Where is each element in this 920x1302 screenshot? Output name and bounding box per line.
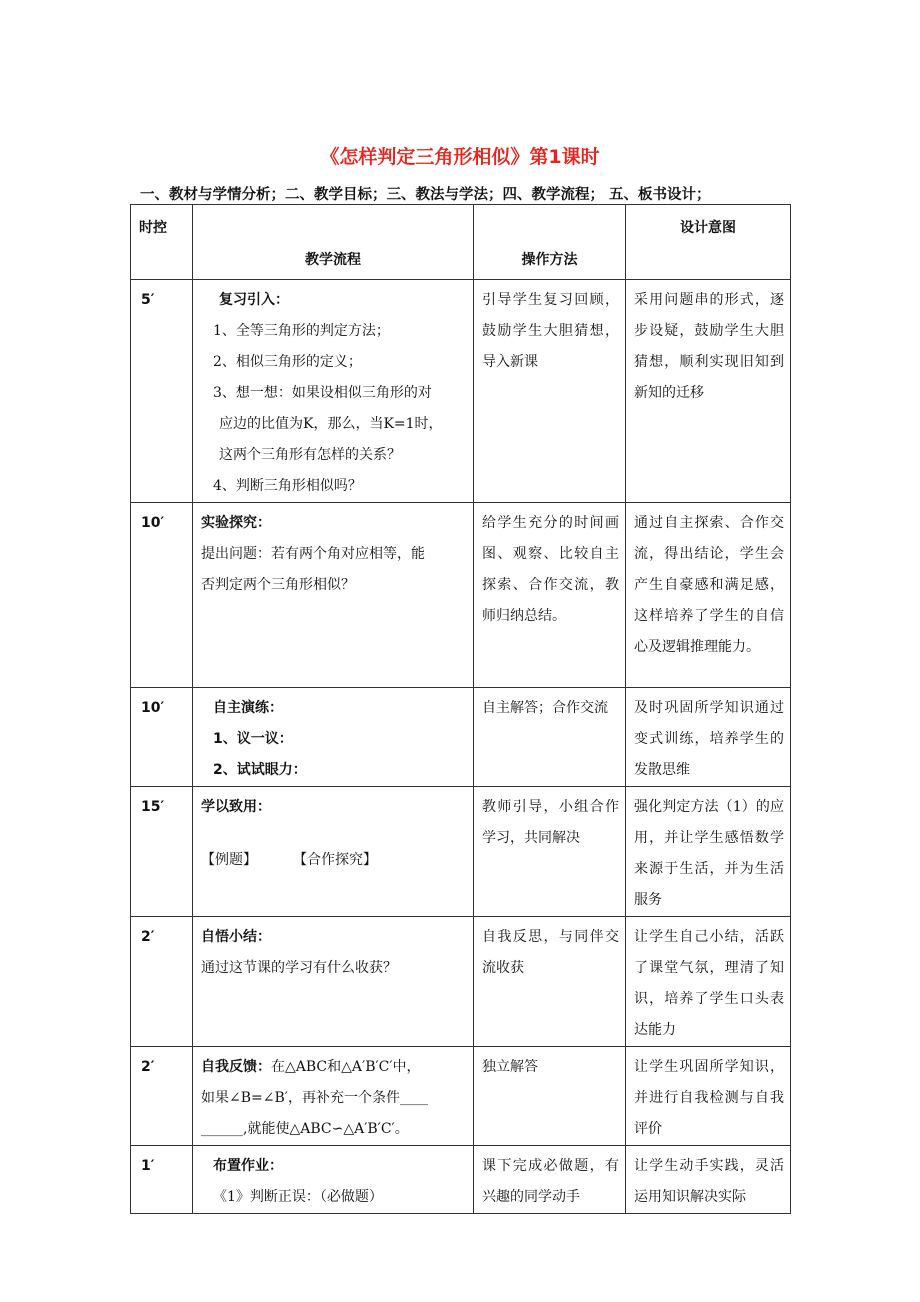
- row-intent: 强化判定方法（1）的应用，并让学生感悟数学来源于生活，并为生活服务: [626, 787, 791, 917]
- flow-line: 《1》判断正误：（必做题）: [213, 1189, 383, 1205]
- table-row: [131, 917, 791, 1047]
- flow-line: 【合作探究】: [293, 852, 377, 868]
- row-method: 自我反思，与同伴交流收获: [474, 917, 626, 1047]
- row-flow: [193, 917, 474, 1047]
- row-time: 2′: [131, 1047, 193, 1146]
- row-method: 引导学生复习回顾，鼓励学生大胆猜想，导入新课: [474, 280, 626, 503]
- row-flow: [193, 1146, 474, 1214]
- row-time: 1′: [131, 1146, 193, 1214]
- flow-title: 自悟小结：: [201, 929, 271, 945]
- flow-line: ______,就能使△ABC∽△A′B′C′。: [201, 1121, 409, 1137]
- row-method: 给学生充分的时间画图、观察、比较自主探索、合作交流，教师归纳总结。: [474, 503, 626, 688]
- row-intent: 采用问题串的形式，逐步设疑，鼓励学生大胆猜想，顺利实现旧知到新知的迁移: [626, 280, 791, 503]
- document-title: 《怎样判定三角形相似》第1课时: [320, 146, 600, 168]
- row-time: 2′: [131, 917, 193, 1047]
- flow-line: 2、相似三角形的定义；: [213, 354, 362, 370]
- table-row: [131, 1146, 791, 1214]
- header-intent: 设计意图: [626, 205, 791, 280]
- table-row: [131, 503, 791, 688]
- flow-title: 布置作业：: [213, 1158, 283, 1174]
- row-flow: [193, 1047, 474, 1146]
- row-intent: 让学生自己小结，活跃了课堂气氛，理清了知识，培养了学生口头表达能力: [626, 917, 791, 1047]
- row-method: 课下完成必做题，有兴趣的同学动手: [474, 1146, 626, 1214]
- flow-line: 通过这节课的学习有什么收获？: [201, 960, 397, 976]
- flow-title: 实验探究：: [201, 515, 271, 531]
- header-flow: 教学流程: [193, 205, 474, 280]
- row-method: 独立解答: [474, 1047, 626, 1146]
- flow-title: 学以致用：: [201, 799, 271, 815]
- table-row: [131, 1047, 791, 1146]
- row-time: 15′: [131, 787, 193, 917]
- flow-line: 1、议一议：: [213, 731, 293, 747]
- table-row: [131, 787, 791, 917]
- flow-line: 如果∠B=∠B′，再补充一个条件____: [201, 1090, 428, 1106]
- row-flow: [193, 688, 474, 787]
- flow-line: 在△ABC和△A′B′C′中，: [271, 1059, 421, 1075]
- row-method: 教师引导，小组合作学习，共同解决: [474, 787, 626, 917]
- row-flow: [193, 503, 474, 688]
- flow-title: 自我反馈：: [201, 1059, 271, 1075]
- header-time: 时控: [131, 205, 193, 280]
- row-time: 5′: [131, 280, 193, 503]
- flow-line: 3、想一想：如果设相似三角形的对: [213, 385, 432, 401]
- row-intent: 及时巩固所学知识通过变式训练，培养学生的发散思维: [626, 688, 791, 787]
- flow-title: 复习引入：: [219, 292, 289, 308]
- flow-line: 提出问题：若有两个角对应相等，能: [201, 546, 425, 562]
- table-header-row: [131, 205, 791, 280]
- row-intent: 通过自主探索、合作交流，得出结论，学生会产生自豪感和满足感，这样培养了学生的自信心及逻辑推理能力。: [626, 503, 791, 688]
- row-method: 自主解答；合作交流: [474, 688, 626, 787]
- lesson-plan-table: [130, 204, 791, 1214]
- row-time: 10′: [131, 688, 193, 787]
- table-row: [131, 688, 791, 787]
- flow-line: 应边的比值为K，那么，当K=1时，: [219, 416, 443, 432]
- flow-line: 否判定两个三角形相似？: [201, 577, 355, 593]
- table-row: [131, 280, 791, 503]
- flow-line: 【例题】: [201, 852, 257, 868]
- flow-line: 2、试试眼力：: [213, 762, 307, 778]
- row-intent: 让学生巩固所学知识，并进行自我检测与自我评价: [626, 1047, 791, 1146]
- row-flow: [193, 280, 474, 503]
- flow-line: 这两个三角形有怎样的关系？: [219, 447, 401, 463]
- header-method: 操作方法: [474, 205, 626, 280]
- flow-line: 1、全等三角形的判定方法；: [213, 323, 390, 339]
- section-outline: 一、教材与学情分析；二、教学目标；三、教法与学法；四、教学流程； 五、板书设计；: [140, 187, 711, 203]
- row-intent: 让学生动手实践，灵活运用知识解决实际: [626, 1146, 791, 1214]
- flow-title: 自主演练：: [213, 700, 283, 716]
- row-flow: [193, 787, 474, 917]
- flow-line: 4、判断三角形相似吗？: [213, 478, 362, 494]
- row-time: 10′: [131, 503, 193, 688]
